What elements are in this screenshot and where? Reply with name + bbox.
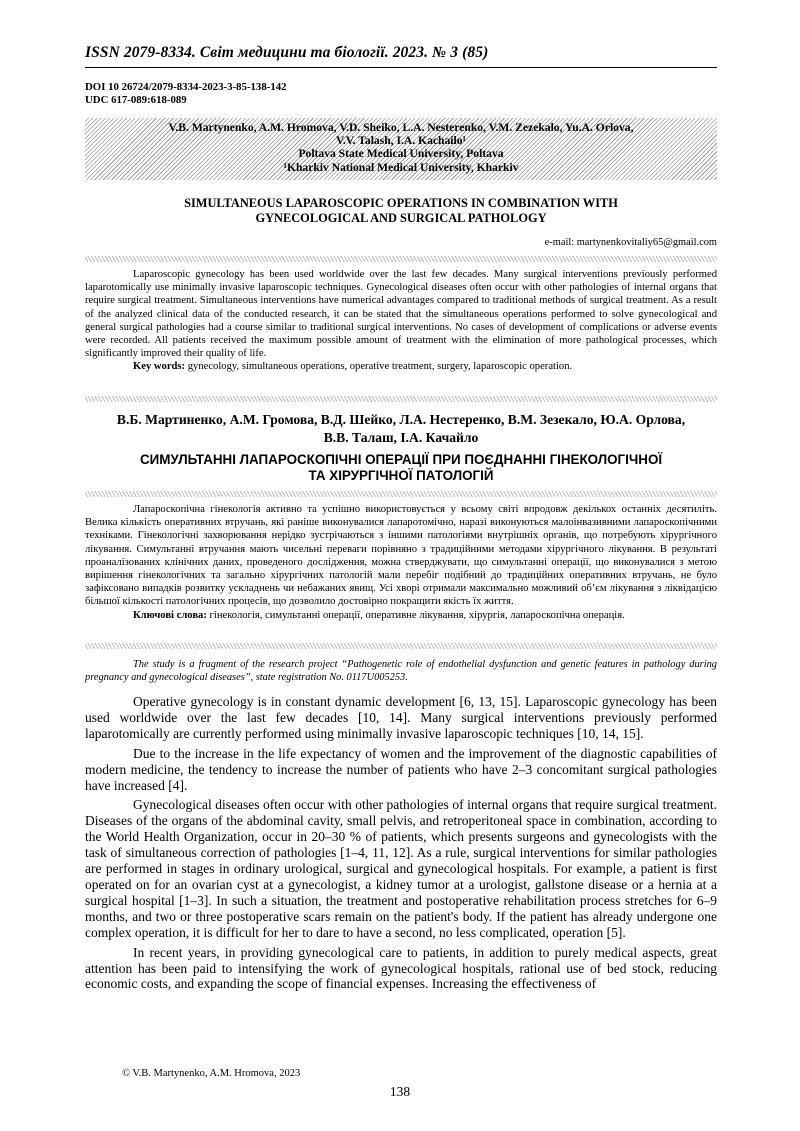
authors-ua — [85, 411, 717, 446]
page-number: 138 — [389, 1084, 411, 1099]
affiliation-1: Poltava State Medical University, Poltava — [298, 147, 504, 161]
keywords-en-text: gynecology, simultaneous operations, operative treatment, surgery, laparoscopic operation. — [187, 361, 573, 373]
doi-block — [85, 81, 287, 107]
research-fragment-note: The study is a fragment of the research project “Pathogenetic role of endothelial dysfunction and genetic features in pathology during pregnancy and gynecological diseases”, state registration No. 0117U005253. — [85, 659, 717, 683]
article-title-ua — [85, 452, 717, 484]
copyright: © V.B. Martynenko, A.M. Hromova, 2023 — [122, 1068, 301, 1079]
divider-wave-2 — [85, 396, 717, 402]
article-body — [85, 694, 717, 996]
journal-header: ISSN 2079-8334. Світ медицини та біології. 2023. № 3 (85) — [85, 44, 489, 61]
keywords-en-label: Key words: — [133, 361, 186, 373]
divider-wave-1 — [85, 256, 717, 262]
title-en-line1: SIMULTANEOUS LAPAROSCOPIC OPERATIONS IN COMBINATION WITH — [184, 196, 618, 210]
keywords-ua-text: гінекологія, симультанні операції, оперативне лікування, хірургія, лапароскопічна операція. — [209, 609, 625, 621]
doi: DOI 10 26724/2079-8334-2023-3-85-138-142 — [85, 81, 287, 93]
keywords-en — [85, 360, 717, 373]
affiliation-2: ¹Kharkiv National Medical University, Kharkiv — [283, 160, 519, 174]
authors-en-line1: V.B. Martynenko, A.M. Hromova, V.D. Sheiko, L.A. Nesterenko, V.M. Zezekalo, Yu.A. Orlova, — [168, 121, 634, 134]
abstract-en-text: Laparoscopic gynecology has been used worldwide over the last few decades. Many surgical interventions previously performed laparotomically use minimally invasive laparoscopic techniques. Gynecological diseases often occur with other pathologies of internal organs that require surgical treatment. Simultaneous interventions have numerical advantages compared to traditional methods of surgical treatment. As a result of the analyzed clinical data of the conducted research, it can be stated that the simultaneous operations performed to solve gynecological and general surgical pathologies had a course similar to traditional surgical interventions. No cases of development of complications or adverse events were recorded. All patients received the maximum possible amount of treatment with the elimination of more pathological processes, which significantly improved their quality of life. — [85, 269, 717, 360]
divider-wave-4 — [85, 643, 717, 649]
body-paragraph-4: In recent years, in providing gynecological care to patients, in addition to purely medical aspects, great attention has been paid to intensifying the work of gynecological hospitals, rational use of bed stock, reducing economic costs, and expanding the scope of financial expenses. Increasing the effectiveness of — [85, 944, 717, 992]
title-en-line2: GYNECOLOGICAL AND SURGICAL PATHOLOGY — [255, 211, 547, 225]
body-paragraph-3: Gynecological diseases often occur with other pathologies of internal organs that require surgical treatment. Diseases of the organs of the abdominal cavity, small pelvis, and retroperitoneal space in combination, according to the World Health Organization, occur in 20–30 % of patients, which presents surgeons and gynecologists with the task of simultaneous correction of pathologies [1–4, 11, 12]. As a rule, surgical interventions for similar pathologies are performed in stages in ordinary urological, surgical and gynecological hospitals. For example, a patient is first operated on for an ovarian cyst at a gynecologist, a kidney tumor at a urologist, gallstone disease or a hernia at a surgical hospital [1–3]. In such a situation, the treatment and postoperative rehabilitation process stretches for 6–9 months, and two or three postoperative scars remain on the patient's body. If the patient has already undergone one complex operation, it is difficult for her to dare to have a second, no less complicated, operation [5]. — [85, 797, 717, 940]
title-ua-line2: ТА ХІРУРГІЧНОЇ ПАТОЛОГІЙ — [308, 468, 494, 483]
udc: UDC 617-089:618-089 — [85, 94, 187, 106]
authors-en-line2: V.V. Talash, I.A. Kachailo¹ — [336, 134, 466, 148]
body-paragraph-2: Due to the increase in the life expectancy of women and the improvement of the diagnostic capabilities of modern medicine, the tendency to increase the number of patients who have 2–3 concomitant surgical pathologies have increased [4]. — [85, 745, 717, 793]
title-ua-line1: СИМУЛЬТАННІ ЛАПАРОСКОПІЧНІ ОПЕРАЦІЇ ПРИ ПОЄДНАННІ ГІНЕКОЛОГІЧНОЇ — [139, 452, 663, 467]
abstract-ua — [85, 503, 717, 622]
authors-ua-line1: В.Б. Мартиненко, А.М. Громова, В.Д. Шейко, Л.А. Нестеренко, В.М. Зезекало, Ю.А. Орлова, — [116, 412, 686, 427]
divider-wave-3 — [85, 491, 717, 497]
authors-ua-line2: В.В. Талаш, І.А. Качайло — [323, 429, 479, 445]
contact-email: e-mail: martynenkovitaliy65@gmail.com — [544, 237, 717, 248]
body-paragraph-1: Operative gynecology is in constant dynamic development [6, 13, 15]. Laparoscopic gynecology has been used worldwide over the last few decades [10, 14]. Many surgical interventions previously performed laparotomically are currently performed using minimally invasive laparoscopic techniques [10, 14, 15]. — [85, 694, 717, 741]
keywords-ua-label: Ключові слова: — [133, 609, 207, 621]
abstract-en — [85, 268, 717, 374]
authors-en-block — [85, 118, 717, 180]
keywords-ua — [85, 609, 717, 622]
header-rule — [85, 67, 717, 68]
abstract-ua-text: Лапароскопічна гінекологія активно та успішно використовується у всьому світі впродовж декількох останніх десятиліть. Велика кількість оперативних втручань, які раніше виконувалися лапаротомічно, наразі виконуються малоінвазивними лапароскопічними техніками. Гінекологічні захворювання нерідко зустрічаються з іншими патологіями внутрішніх органів, що потребують хірургічного лікування. Симультанні втручання мають чисельні переваги порівняно з традиційними методами хірургічного лікування. В результаті проаналізованих клінічних даних, проведеного дослідження, можна стверджувати, що симультанні операції, що виконувалися з метою вирішення гінекологічних та загально хірургічних патологій мали перебіг подібний до традиційних оперативних втручань, не було зафіксовано випадків розвитку ускладнень чи небажаних явищ. Усі хворі отримали максимально можливий об’єм лікування з ліквідацією більшої кількості патологічних процесів, що дозволило достовірно покращити якість їх життя. — [85, 504, 717, 608]
article-title-en — [85, 196, 717, 226]
